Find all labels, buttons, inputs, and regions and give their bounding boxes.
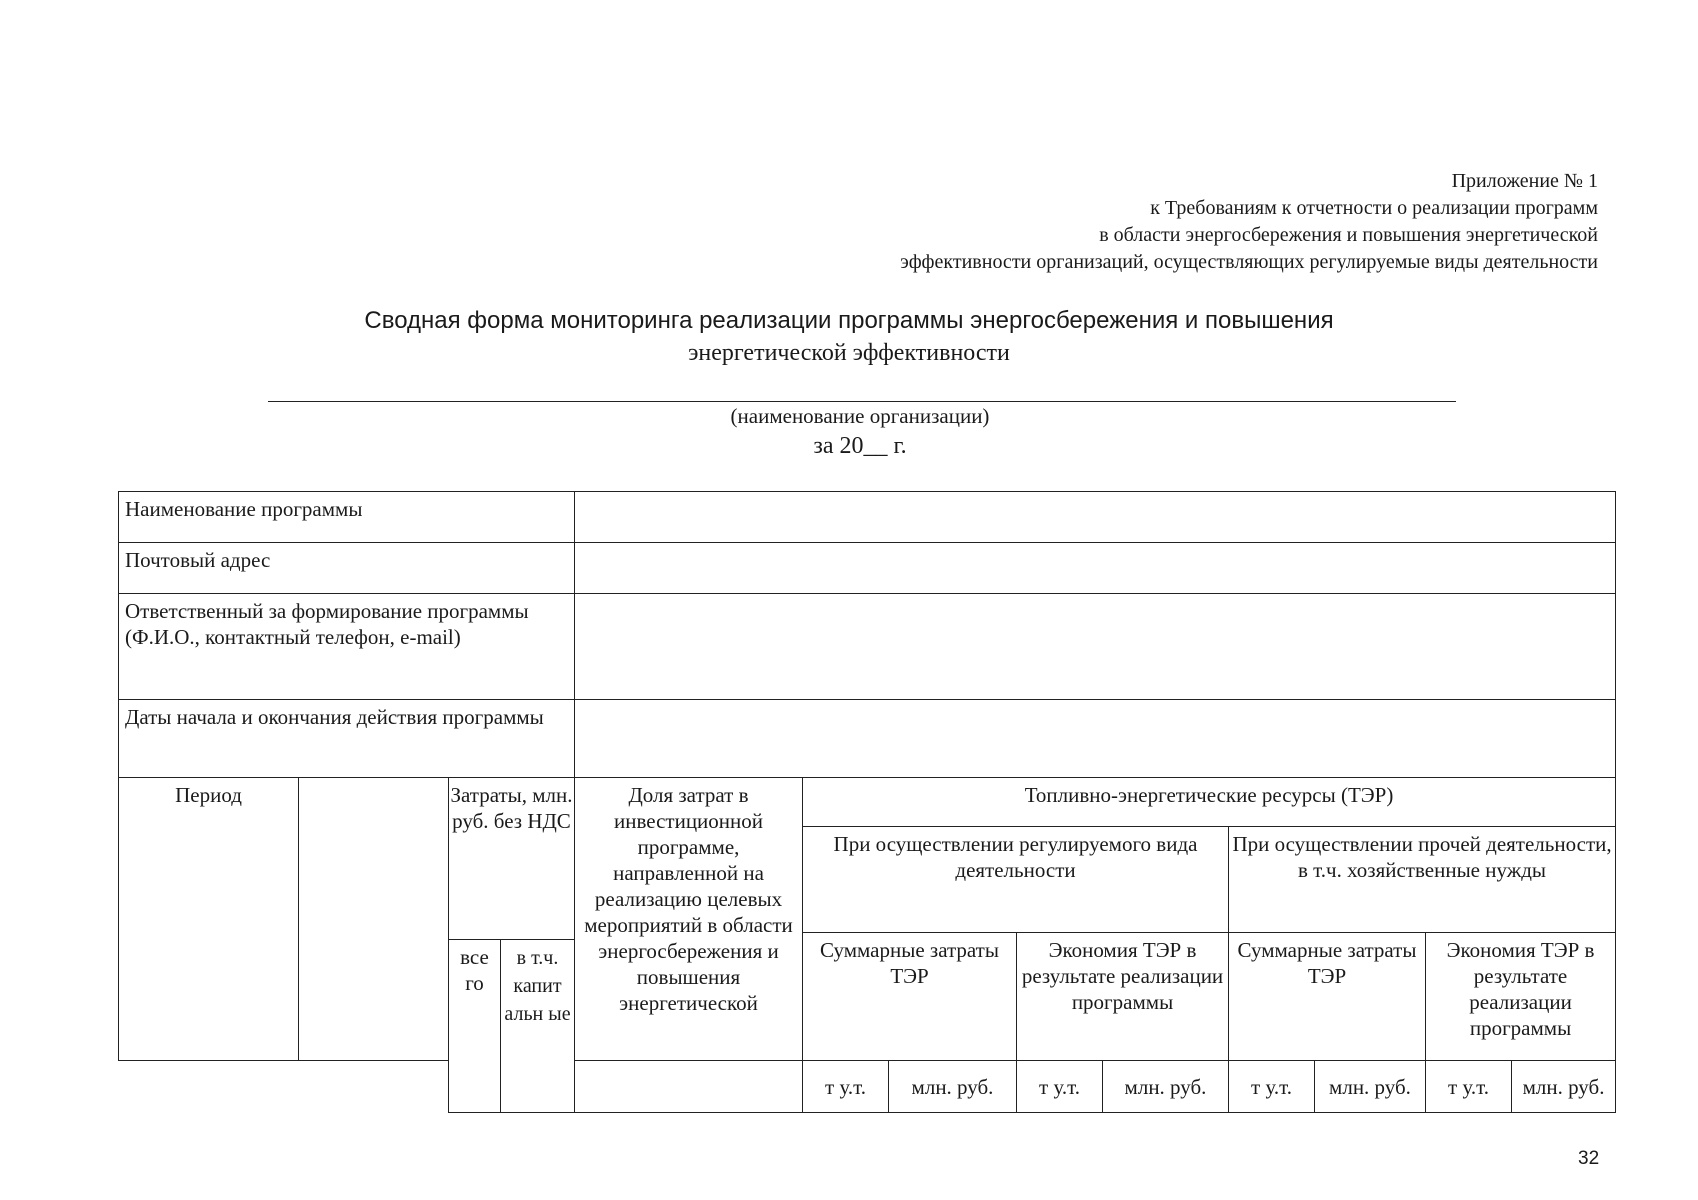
- program-info-table: [118, 491, 1616, 778]
- info-label: Почтовый адрес: [119, 543, 575, 594]
- header-fuel-energy-resources: Топливно-энергетические ресурсы (ТЭР): [803, 778, 1616, 827]
- unit-mln-rub: млн. руб.: [1103, 1061, 1229, 1113]
- info-value-field[interactable]: [575, 700, 1616, 778]
- header-period: Период: [119, 778, 299, 1061]
- info-row-program-dates: [119, 700, 1616, 778]
- unit-tut: т у.т.: [803, 1061, 889, 1113]
- info-value-field[interactable]: [575, 543, 1616, 594]
- header-savings-regulated: Экономия ТЭР в результате реализации программы: [1017, 933, 1229, 1061]
- report-year: за 20__ г.: [813, 433, 907, 459]
- header-costs: Затраты, млн. руб. без НДС: [449, 778, 575, 940]
- unit-tut: т у.т.: [1426, 1061, 1512, 1113]
- appendix-line-2: к Требованиям к отчетности о реализации программ: [1150, 197, 1598, 219]
- header-sum-costs-regulated: Суммарные затраты ТЭР: [803, 933, 1017, 1061]
- unit-tut: т у.т.: [1229, 1061, 1315, 1113]
- organization-caption: (наименование организации): [730, 404, 990, 428]
- form-title-line-2: энергетической эффективности: [688, 340, 1010, 366]
- unit-mln-rub: млн. руб.: [1512, 1061, 1616, 1113]
- organization-name-line: [268, 401, 1456, 402]
- unit-mln-rub: млн. руб.: [1315, 1061, 1426, 1113]
- info-label: Наименование программы: [119, 492, 575, 543]
- header-costs-capital: в т.ч. капит альн ые: [501, 940, 575, 1113]
- header-costs-total: все го: [449, 940, 501, 1113]
- info-value-field[interactable]: [575, 594, 1616, 700]
- page-number: 32: [1578, 1148, 1600, 1169]
- header-regulated-activity: При осуществлении регулируемого вида деятельности: [803, 827, 1229, 933]
- appendix-line-1: Приложение № 1: [1451, 170, 1598, 192]
- header-sum-costs-other: Суммарные затраты ТЭР: [1229, 933, 1426, 1061]
- appendix-line-3: в области энергосбережения и повышения энергетической: [1099, 224, 1598, 246]
- info-row-program-name: [119, 492, 1616, 543]
- form-title: Сводная форма мониторинга реализации программы энергосбережения и повышения: [364, 307, 1334, 334]
- unit-tut: т у.т.: [1017, 1061, 1103, 1113]
- info-row-responsible: [119, 594, 1616, 700]
- info-row-postal-address: [119, 543, 1616, 594]
- blank-cell: [299, 1061, 449, 1113]
- header-investment-share: Доля затрат в инвестиционной программе, направленной на реализацию целевых мероприятий в области энергосбережения и повышения энергетической: [575, 778, 803, 1061]
- info-label: Даты начала и окончания действия программы: [119, 700, 575, 778]
- blank-cell: [575, 1061, 803, 1113]
- info-value-field[interactable]: [575, 492, 1616, 543]
- appendix-line-4: эффективности организаций, осуществляющих регулируемые виды деятельности: [900, 251, 1598, 273]
- monitoring-table: [118, 777, 1616, 1113]
- appendix-note: [900, 168, 1598, 276]
- info-label: Ответственный за формирование программы (Ф.И.О., контактный телефон, e-mail): [119, 594, 575, 700]
- blank-cell: [119, 1061, 299, 1113]
- header-blank: [299, 778, 449, 1061]
- unit-mln-rub: млн. руб.: [889, 1061, 1017, 1113]
- header-savings-other: Экономия ТЭР в результате реализации программы: [1426, 933, 1616, 1061]
- header-other-activity: При осуществлении прочей деятельности, в т.ч. хозяйственные нужды: [1229, 827, 1616, 933]
